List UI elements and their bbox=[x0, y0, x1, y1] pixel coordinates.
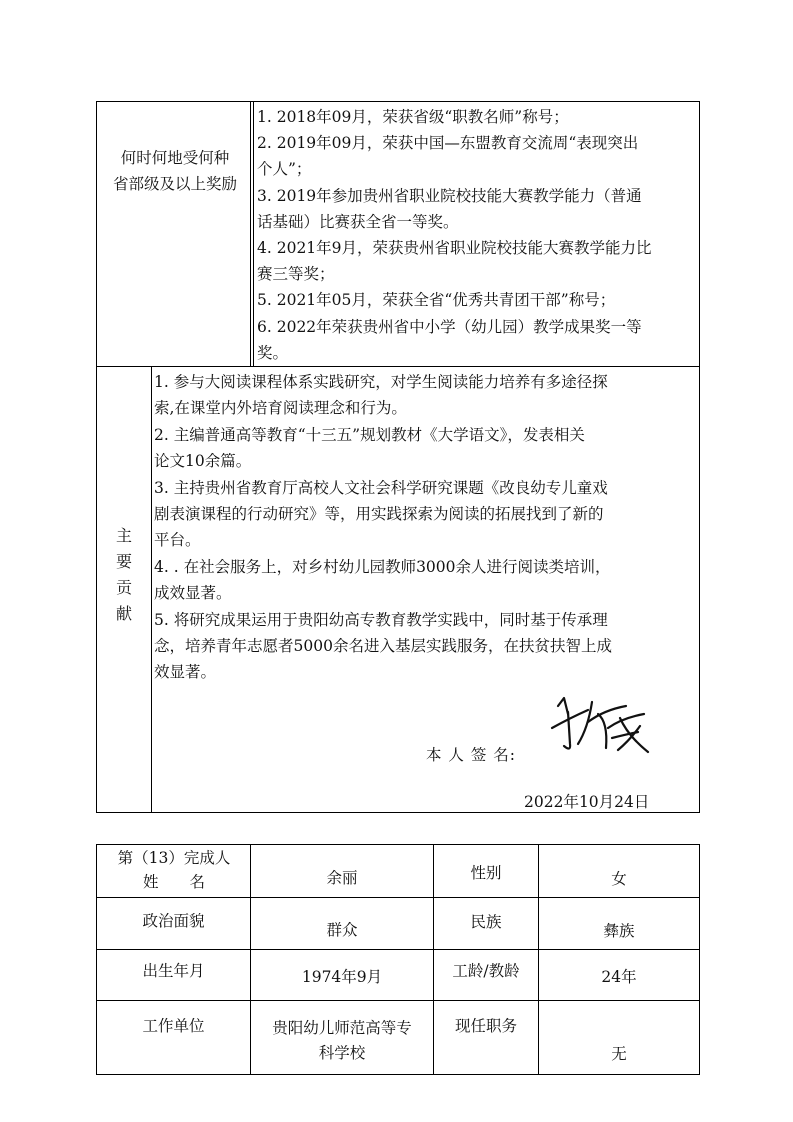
list-item-line: 论文10余篇。 bbox=[154, 452, 252, 471]
contributions-list bbox=[154, 369, 694, 686]
list-item bbox=[154, 554, 694, 607]
ethnicity-value: 彝族 bbox=[603, 922, 635, 940]
list-item-line: 个人”； bbox=[257, 160, 312, 179]
list-item bbox=[257, 130, 697, 182]
politics-value: 群众 bbox=[326, 921, 358, 939]
ethnicity-label: 民族 bbox=[470, 913, 502, 931]
list-item-line: 成效显著。 bbox=[154, 584, 232, 603]
unit-label: 工作单位 bbox=[142, 1017, 205, 1035]
position-value: 无 bbox=[611, 1045, 627, 1063]
unit-value bbox=[251, 1016, 433, 1066]
list-item bbox=[154, 607, 694, 686]
awards-label bbox=[104, 145, 246, 197]
politics-label: 政治面貌 bbox=[142, 912, 205, 930]
awards-label-line: 省部级及以上奖励 bbox=[112, 175, 237, 193]
list-item-line: 念，培养青年志愿者5000余名进入基层实践服务，在扶贫扶智上成 bbox=[154, 637, 612, 656]
name-label bbox=[100, 846, 248, 894]
list-item-line: 3. 主持贵州省教育厅高校人文社会科学研究课题《改良幼专儿童戏 bbox=[154, 478, 608, 497]
service-value: 24年 bbox=[601, 968, 637, 986]
list-item-line: 奖。 bbox=[257, 343, 289, 362]
list-item-line: 4. . 在社会服务上，对乡村幼儿园教师3000余人进行阅读类培训， bbox=[154, 557, 611, 576]
gender-label: 性别 bbox=[470, 864, 502, 882]
gender-value: 女 bbox=[611, 870, 627, 888]
unit-value-line: 科学校 bbox=[318, 1044, 366, 1062]
signature-label: 本 人 签 名: bbox=[426, 746, 517, 764]
signature-date: 2022年10月24日 bbox=[524, 793, 650, 811]
list-item bbox=[257, 104, 697, 130]
handwritten-signature bbox=[548, 688, 658, 760]
list-item bbox=[257, 314, 697, 366]
contributions-label-char: 主 bbox=[115, 526, 132, 545]
list-item bbox=[154, 475, 694, 554]
list-item-line: 6. 2022年荣获贵州省中小学（幼儿园）教学成果奖一等 bbox=[257, 317, 642, 336]
list-item-line: 剧表演课程的行动研究》等，用实践探索为阅读的拓展找到了新的 bbox=[154, 505, 604, 524]
name-label-line: 第（13）完成人 bbox=[117, 849, 231, 867]
birth-label: 出生年月 bbox=[142, 962, 205, 980]
list-item-line: 2. 主编普通高等教育“十三五”规划教材《大学语文》，发表相关 bbox=[154, 425, 585, 444]
contributions-label-char: 要 bbox=[115, 552, 132, 571]
contributions-label-char: 贡 bbox=[115, 578, 132, 597]
awards-list bbox=[257, 104, 697, 366]
list-item-line: 赛三等奖； bbox=[257, 265, 335, 284]
list-item bbox=[257, 235, 697, 287]
list-item-line: 3. 2019年参加贵州省职业院校技能大赛教学能力（普通 bbox=[257, 186, 642, 205]
list-item bbox=[257, 287, 697, 313]
list-item-line: 1. 2018年09月，荣获省级“职教名师”称号； bbox=[257, 108, 569, 126]
list-item-line: 5. 2021年05月，荣获全省“优秀共青团干部”称号； bbox=[257, 291, 616, 310]
contributions-label-char: 献 bbox=[115, 604, 132, 623]
list-item bbox=[154, 422, 694, 475]
name-value: 余丽 bbox=[326, 869, 358, 887]
list-item-line: 话基础）比赛获全省一等奖。 bbox=[257, 212, 459, 231]
list-item-line: 索,在课堂内外培育阅读理念和行为。 bbox=[154, 399, 407, 418]
position-label: 现任职务 bbox=[454, 1017, 517, 1035]
list-item-line: 1. 参与大阅读课程体系实践研究，对学生阅读能力培养有多途径探 bbox=[154, 373, 608, 391]
service-label: 工龄/教龄 bbox=[452, 962, 520, 980]
list-item-line: 2. 2019年09月，荣获中国—东盟教育交流周“表现突出 bbox=[257, 134, 639, 153]
birth-value: 1974年9月 bbox=[301, 968, 383, 986]
name-label-line: 姓 名 bbox=[142, 873, 205, 891]
list-item bbox=[154, 369, 694, 422]
list-item-line: 平台。 bbox=[154, 531, 201, 550]
list-item-line: 效显著。 bbox=[154, 663, 217, 682]
list-item bbox=[257, 183, 697, 235]
list-item-line: 5. 将研究成果运用于贵阳幼高专教育教学实践中，同时基于传承理 bbox=[154, 610, 608, 629]
contributions-label bbox=[112, 523, 136, 627]
list-item-line: 4. 2021年9月，荣获贵州省职业院校技能大赛教学能力比 bbox=[257, 239, 652, 258]
unit-value-line: 贵阳幼儿师范高等专 bbox=[272, 1019, 412, 1037]
awards-label-line: 何时何地受何种 bbox=[120, 149, 230, 167]
